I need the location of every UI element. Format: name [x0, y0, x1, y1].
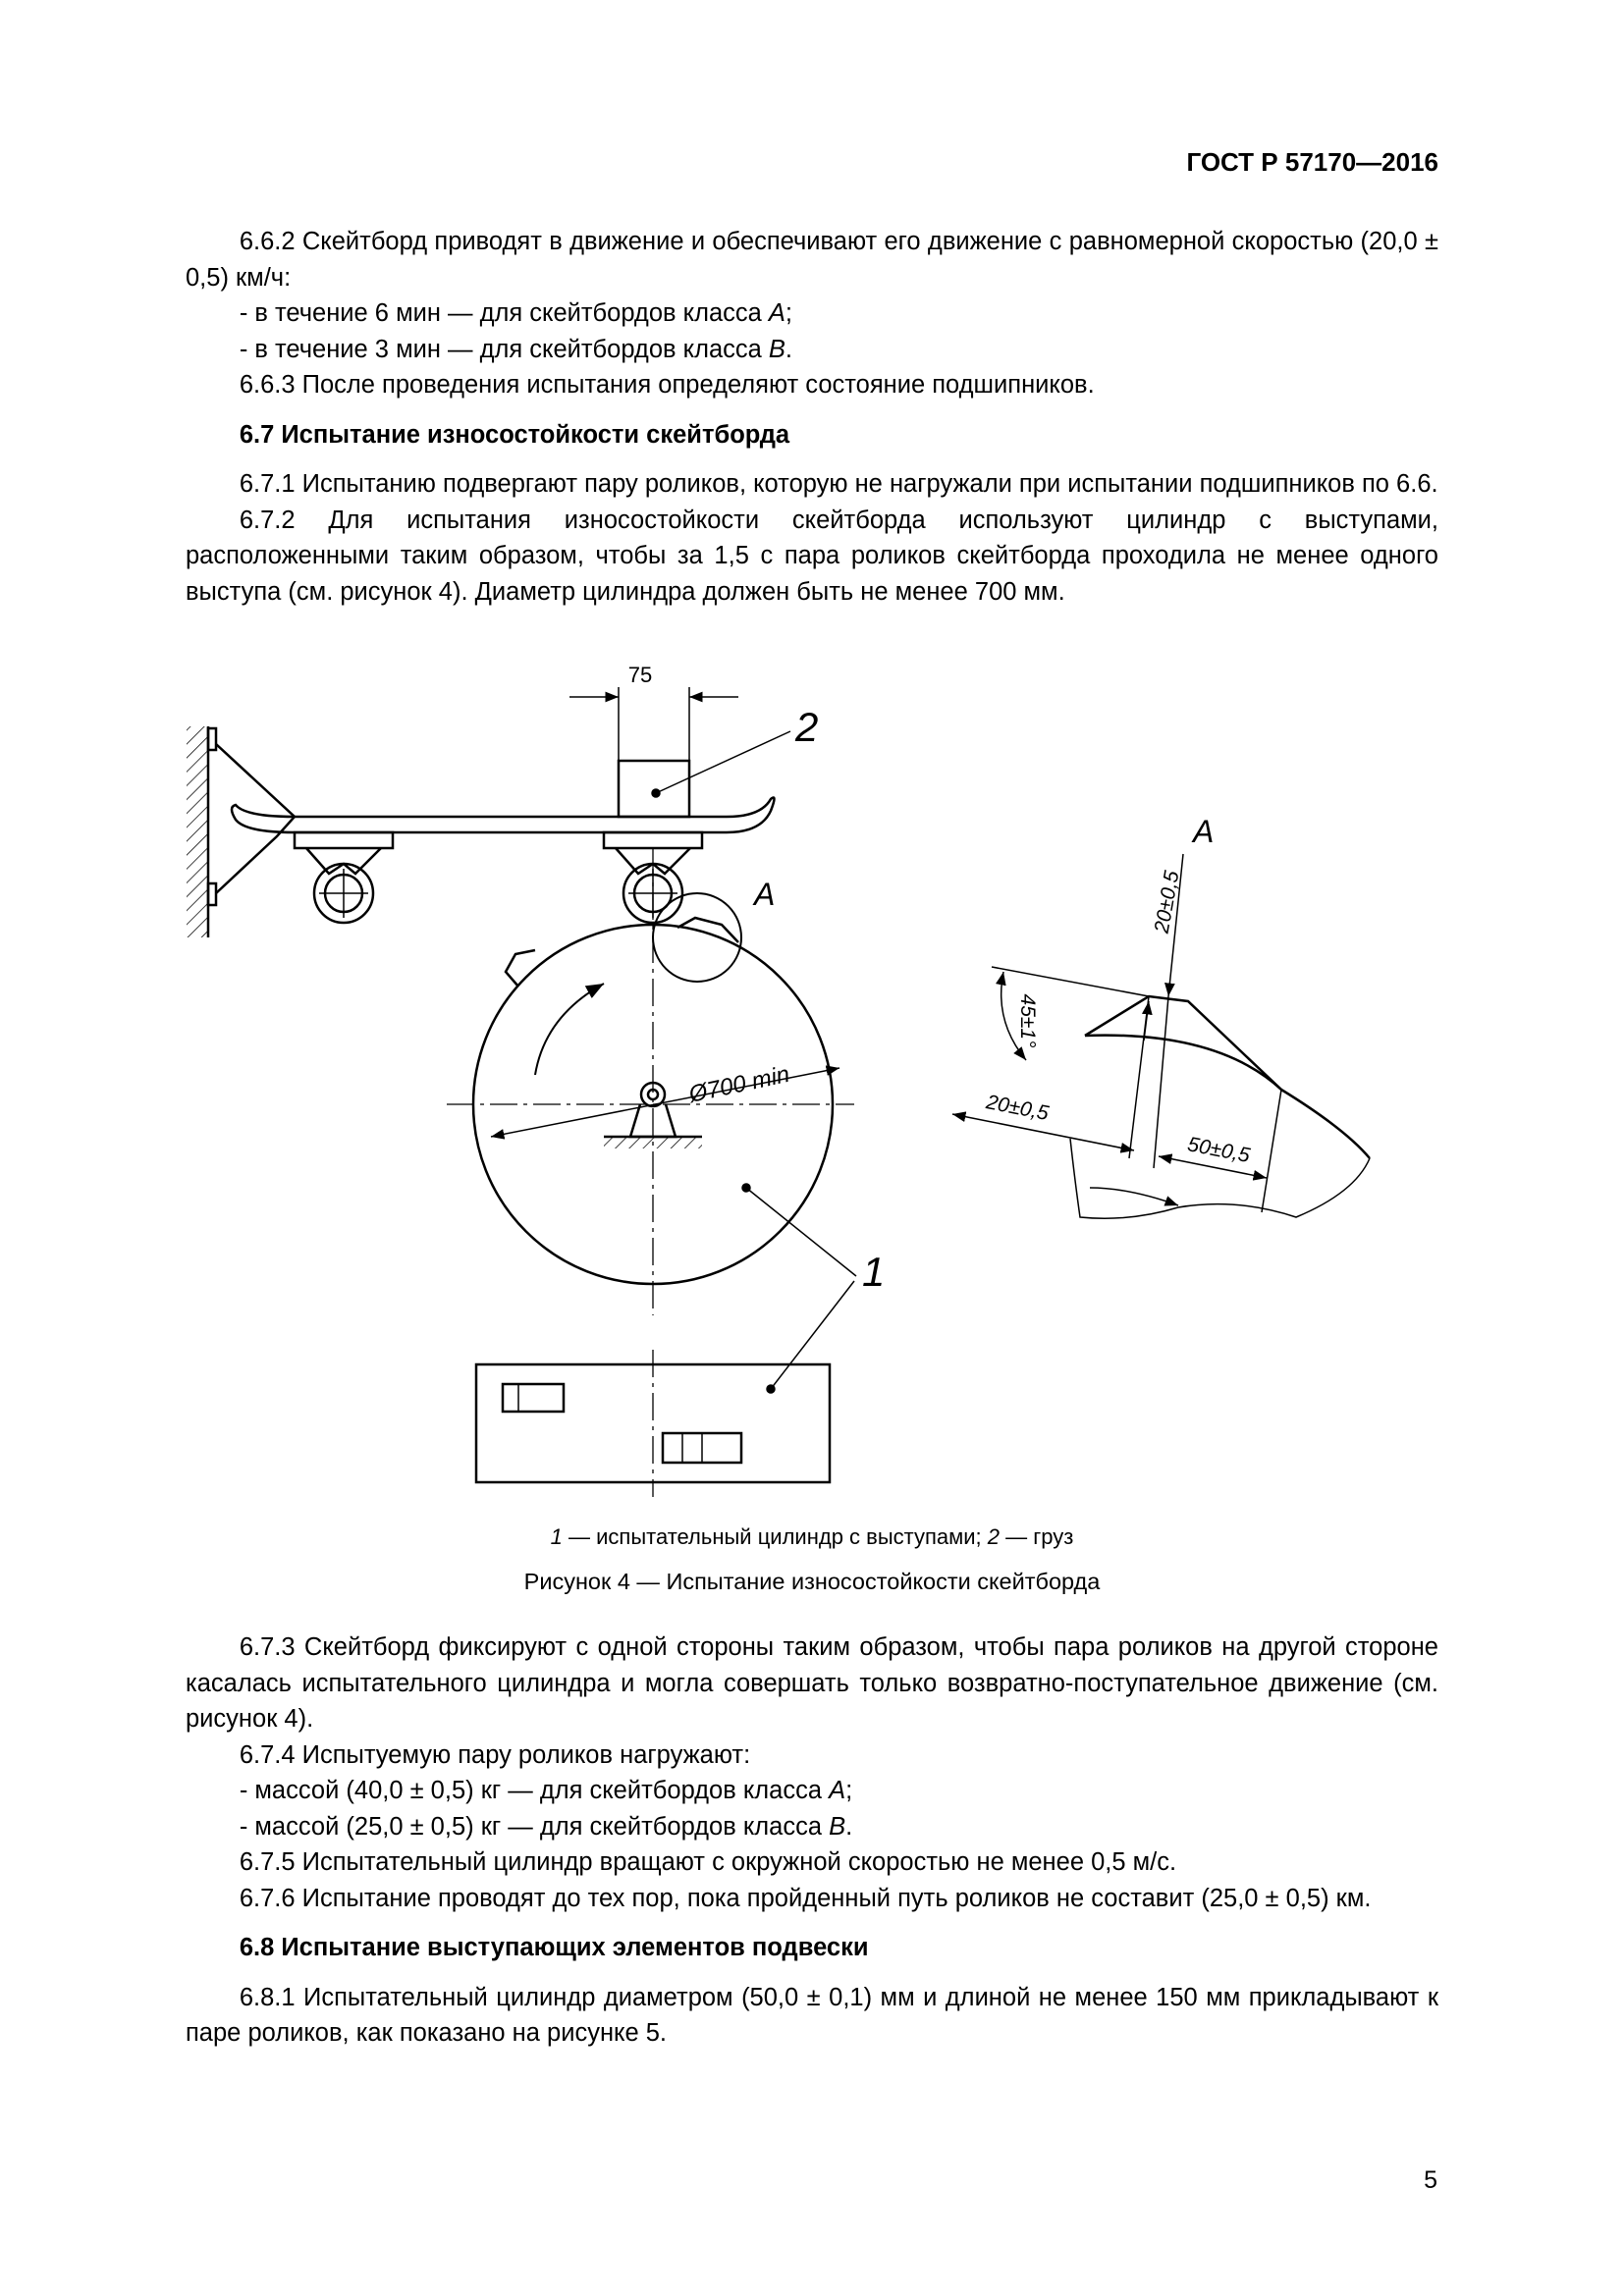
list-item-class-a-time: - в течение 6 мин — для скейтбордов класса А;: [239, 299, 793, 327]
page-number: 5: [1424, 2166, 1437, 2194]
legend-number: 2: [987, 1524, 1001, 1549]
paragraph-6-7-6: 6.7.6 Испытание проводят до тех пор, пока пройденный путь роликов не составит (25,0 ± 0,5) км.: [239, 1884, 1372, 1912]
detail-a-circle: [653, 893, 741, 982]
list-text: - массой (25,0 ± 0,5) кг — для скейтбордов класса: [239, 1812, 830, 1841]
dim-20-top-label: 20±0,5: [1150, 869, 1184, 935]
figure-legend: [0, 1524, 1624, 1550]
dim-75-label: 75: [627, 663, 653, 687]
load-weight: [619, 761, 689, 817]
paragraph-6-7-1: 6.7.1 Испытанию подвергают пару роликов, которую не нагружали при испытании подшипников по 6.6.: [239, 470, 1438, 498]
callout-1: 1: [862, 1249, 886, 1295]
paragraph-6-7-5: 6.7.5 Испытательный цилиндр вращают с окружной скоростью не менее 0,5 м/с.: [239, 1848, 1177, 1876]
paragraph-6-8-1: 6.8.1 Испытательный цилиндр диаметром (50,0 ± 0,1) мм и длиной не менее 150 мм прикладывают к паре роликов, как показано на рисунке 5.: [186, 1983, 1438, 2047]
paragraph-6-7-2: 6.7.2 Для испытания износостойкости скейтборда используют цилиндр с выступами, расположенными таким образом, чтобы за 1,5 с пара роликов скейтборда проходила не менее одного выступа (см. рисунок 4). Диаметр цилиндра должен быть не менее 700 мм.: [186, 506, 1438, 606]
wall-bracket-bottom: [208, 883, 216, 905]
clamp: [216, 744, 295, 893]
paragraph-6-6-2: 6.6.2 Скейтборд приводят в движение и обеспечивают его движение с равномерной скоростью (20,0 ± 0,5) км/ч:: [186, 228, 1438, 292]
dim-20-left-label: 20±0,5: [984, 1091, 1051, 1126]
wall-hatching: [187, 726, 208, 937]
legend-number: 1: [550, 1524, 563, 1549]
paragraph-6-7-3: 6.7.3 Скейтборд фиксируют с одной стороны таким образом, чтобы пара роликов на другой стороне касалась испытательного цилиндра и могла совершать только возвратно-поступательное движение (см. рисунок 4).: [186, 1633, 1438, 1733]
list-item-class-b-time: - в течение 3 мин — для скейтбордов класса В.: [239, 335, 793, 363]
callout-2: 2: [795, 704, 819, 750]
cylinder-protrusion-left: [506, 950, 535, 987]
class-letter: А: [829, 1777, 846, 1804]
wall-bracket-top: [208, 728, 216, 750]
truck-right: [604, 832, 702, 848]
class-letter: В: [829, 1812, 846, 1841]
legend-text: — груз: [1000, 1524, 1074, 1549]
skateboard-deck: [232, 798, 775, 833]
paragraph-6-6-3: 6.6.3 После проведения испытания определяют состояние подшипников.: [239, 371, 1095, 399]
cylinder-protrusion-top: [677, 918, 738, 942]
truck-left: [295, 832, 393, 848]
figure-caption: Рисунок 4 — Испытание износостойкости скейтборда: [523, 1569, 1101, 1594]
callout-a: А: [754, 877, 776, 912]
class-letter: А: [768, 299, 785, 327]
text-block-2: [186, 1629, 1438, 2052]
figure-4-drawing: [0, 648, 1624, 1531]
rotation-arrow: [535, 984, 604, 1075]
list-text: - в течение 6 мин — для скейтбордов класса: [239, 299, 769, 327]
list-text: - в течение 3 мин — для скейтбордов класса: [239, 335, 769, 363]
class-letter: В: [768, 335, 785, 363]
list-text: - массой (40,0 ± 0,5) кг — для скейтбордов класса: [239, 1777, 830, 1804]
detail-a-label: А: [1193, 814, 1215, 849]
list-item-class-a-mass: - массой (40,0 ± 0,5) кг — для скейтбордов класса А;: [239, 1777, 853, 1804]
section-heading-6-8: 6.8 Испытание выступающих элементов подвески: [239, 1934, 869, 1961]
dim-45-label: 45±1°: [1016, 993, 1039, 1048]
section-heading-6-7: 6.7 Испытание износостойкости скейтборда: [239, 420, 790, 449]
diameter-label: Ø700 min: [686, 1060, 792, 1108]
paragraph-6-7-4: 6.7.4 Испытуемую пару роликов нагружают:: [239, 1740, 751, 1769]
standard-header: ГОСТ Р 57170—2016: [1186, 147, 1438, 177]
list-item-class-b-mass: - массой (25,0 ± 0,5) кг — для скейтбордов класса В.: [239, 1812, 853, 1841]
legend-text: — испытательный цилиндр с выступами;: [562, 1524, 988, 1549]
dim-50-label: 50±0,5: [1185, 1133, 1252, 1168]
text-block-1: [186, 224, 1438, 610]
